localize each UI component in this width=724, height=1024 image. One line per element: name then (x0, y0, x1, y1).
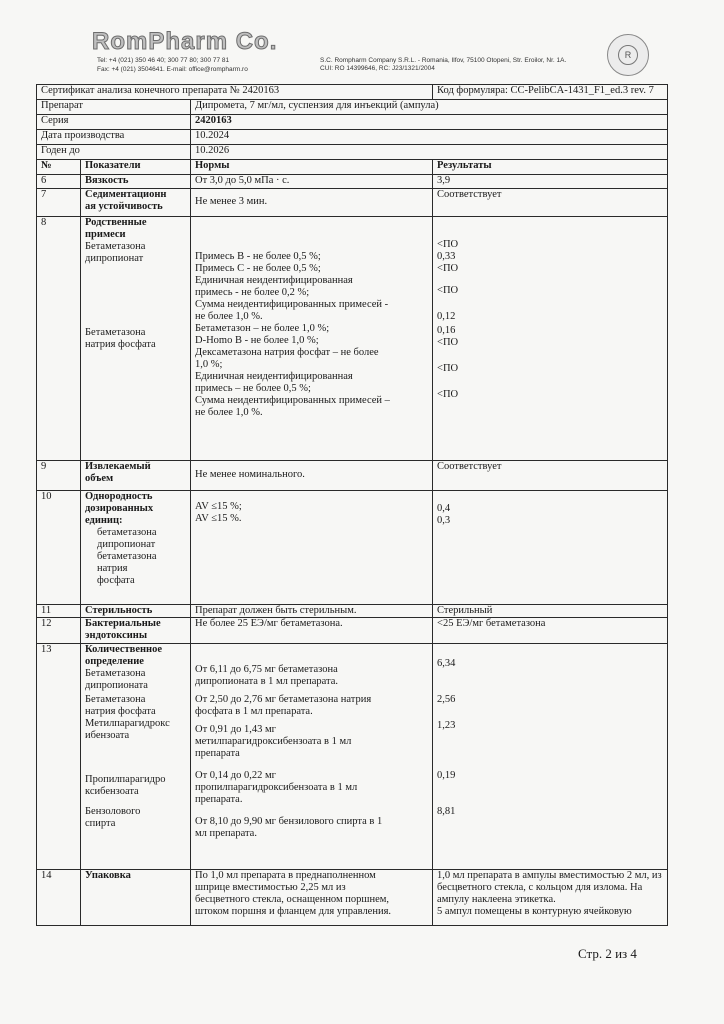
column-norms: Нормы (191, 160, 433, 175)
row-num: 12 (37, 618, 81, 644)
indicator-line: объем (85, 473, 114, 484)
substance-line: фосфата (97, 575, 135, 586)
substance-line: Метилпарагидрокс (85, 718, 170, 729)
substance-line: Бетаметазона (85, 694, 146, 705)
substance-line: дипропионат (85, 253, 144, 264)
row-result: Соответствует (433, 461, 668, 491)
certificate-title: Сертификат анализа конечного препарата № 2420163 (37, 85, 433, 100)
substance-line: дипропионат (97, 539, 156, 550)
table-row (37, 491, 668, 605)
result-line: 0,12 (437, 311, 456, 322)
production-date-row (37, 130, 668, 145)
row-result (433, 870, 668, 926)
table-row (37, 175, 668, 189)
substance-line: Бетаметазона (85, 327, 146, 338)
norm-line: Сумма неидентифицированных примесей - (195, 299, 389, 310)
substance-line: ибензоата (85, 730, 130, 741)
norm-list (195, 251, 428, 419)
norm-line: не более 1,0 %. (195, 311, 263, 322)
norm-line: дипропионата в 1 мл препарата. (195, 676, 338, 687)
result-line: 0,19 (437, 770, 456, 781)
row-num: 7 (37, 189, 81, 217)
indicator-line: Бактериальные (85, 618, 161, 629)
row-result: 3,9 (433, 175, 668, 189)
certificate-table (36, 84, 668, 926)
contact-fax-email: Fax: +4 (021) 3504641. E-mail: office@rompharm.ro (97, 66, 248, 73)
norm-line: От 2,50 до 2,76 мг бетаметазона натрия (195, 694, 372, 705)
result-line: 1,23 (437, 720, 456, 731)
norm-line: AV ≤15 %; (195, 501, 242, 512)
substance-line: Бетаметазона (85, 668, 146, 679)
substance-line: ксибензоата (85, 786, 139, 797)
substance-line: бетаметазона (97, 551, 157, 562)
norm-line: От 6,11 до 6,75 мг бетаметазона (195, 664, 338, 675)
table-row (37, 618, 668, 644)
result-line: <ПО (437, 239, 459, 250)
row-indicator (81, 461, 191, 491)
production-date-label: Дата производства (37, 130, 191, 145)
substance-line: натрия (97, 563, 128, 574)
norm-line: От 8,10 до 9,90 мг бензилового спирта в 1 (195, 816, 383, 827)
row-indicator (81, 217, 191, 461)
norm-line: метилпарагидроксибензоата в 1 мл (195, 736, 352, 747)
row-result (433, 644, 668, 870)
expiry-row (37, 145, 668, 160)
result-line: 5 ампул помещены в контурную ячейковую (437, 906, 632, 917)
result-line: 0,16 (437, 325, 456, 336)
indicator-line: определение (85, 656, 144, 667)
table-row (37, 461, 668, 491)
result-line: ампулу наклеена этикетка. (437, 894, 556, 905)
row-norm (191, 491, 433, 605)
substance-line: бетаметазона (97, 527, 157, 538)
row-indicator: Стерильность (81, 605, 191, 618)
norm-line: бесцветного стекла, оснащенном поршнем, (195, 894, 390, 905)
product-value: Дипромета, 7 мг/мл, суспензия для инъекций (ампула) (191, 100, 668, 115)
norm-line: Примесь В - не более 0,5 %; (195, 251, 321, 262)
row-indicator (81, 618, 191, 644)
row-num: 10 (37, 491, 81, 605)
row-result: <25 ЕЭ/мг бетаметазона (433, 618, 668, 644)
row-norm (191, 189, 433, 217)
substance-line: натрия фосфата (85, 339, 156, 350)
norm-line: 1,0 %; (195, 359, 223, 370)
product-row (37, 100, 668, 115)
norm-line: По 1,0 мл препарата в преднаполненном (195, 870, 376, 881)
row-num: 6 (37, 175, 81, 189)
expiry-label: Годен до (37, 145, 191, 160)
row-result (433, 217, 668, 461)
norm-line: Дексаметазона натрия фосфат – не более (195, 347, 379, 358)
norm-line: примесь - не более 0,2 %; (195, 287, 310, 298)
row-norm (191, 870, 433, 926)
indicator-line: эндотоксины (85, 630, 148, 641)
result-line: <ПО (437, 285, 459, 296)
column-results: Результаты (433, 160, 668, 175)
expiry-value: 10.2026 (191, 145, 668, 160)
result-line: 1,0 мл препарата в ампулы вместимостью 2 мл, из (437, 870, 662, 881)
result-line: 0,3 (437, 515, 451, 526)
result-line: 6,34 (437, 658, 456, 669)
row-norm (191, 217, 433, 461)
row-norm: От 3,0 до 5,0 мПа · с. (191, 175, 433, 189)
row-num: 13 (37, 644, 81, 870)
substance-line: Бензолового (85, 806, 141, 817)
row-indicator: Упаковка (81, 870, 191, 926)
company-seal-icon: R (607, 34, 649, 76)
norm-line: Бетаметазон – не более 1,0 %; (195, 323, 330, 334)
result-line: <ПО (437, 263, 459, 274)
indicator-line: дозированных (85, 503, 154, 514)
norm-line: штоком поршня и фланцем для управления. (195, 906, 392, 917)
substance-line: Бетаметазона (85, 241, 146, 252)
series-row (37, 115, 668, 130)
row-indicator (81, 644, 191, 870)
norm-line: Единичная неидентифицированная (195, 275, 353, 286)
indicator-line: Седиментационн (85, 189, 167, 200)
norm-line: Сумма неидентифицированных примесей – (195, 395, 390, 406)
company-info (320, 57, 566, 73)
row-norm: Не более 25 ЕЭ/мг бетаметазона. (191, 618, 433, 644)
indicator-line: единиц: (85, 515, 123, 526)
title-row (37, 85, 668, 100)
substance-line: дипропионата (85, 680, 148, 691)
result-line: бесцветного стекла, с кольцом для излома. На (437, 882, 643, 893)
row-indicator: Вязкость (81, 175, 191, 189)
row-num: 8 (37, 217, 81, 461)
row-norm (191, 461, 433, 491)
norm-line: препарата (195, 748, 240, 759)
norm-line: примесь – не более 0,5 %; (195, 383, 311, 394)
series-value: 2420163 (191, 115, 668, 130)
contact-phone: Tel: +4 (021) 350 46 40; 300 77 80; 300 77 81 (97, 57, 230, 64)
result-line: 2,56 (437, 694, 456, 705)
row-norm (191, 644, 433, 870)
norm-line: мл препарата. (195, 828, 257, 839)
row-num: 11 (37, 605, 81, 618)
company-registration: CUI: RO 14399646, RC: J23/1321/2004 (320, 65, 435, 72)
production-date-value: 10.2024 (191, 130, 668, 145)
norm-line: Единичная неидентифицированная (195, 371, 353, 382)
table-row (37, 217, 668, 461)
row-num: 9 (37, 461, 81, 491)
company-logo: RomPharm Co. (92, 28, 278, 55)
result-line: 0,4 (437, 503, 451, 514)
norm-line: Примесь С - не более 0,5 %; (195, 263, 321, 274)
substance-line: спирта (85, 818, 116, 829)
norm-line: От 0,14 до 0,22 мг (195, 770, 276, 781)
norm-text: Не менее 3 мин. (195, 196, 268, 207)
column-num: № (37, 160, 81, 175)
indicator-line: Однородность (85, 491, 153, 502)
contact-info (97, 56, 248, 74)
norm-line: не более 1,0 %. (195, 407, 263, 418)
norm-text: Не менее номинального. (195, 469, 305, 480)
row-indicator (81, 491, 191, 605)
norm-line: D-Homo В - не более 1,0 %; (195, 335, 319, 346)
result-line: <ПО (437, 389, 459, 400)
row-norm: Препарат должен быть стерильным. (191, 605, 433, 618)
norm-line: От 0,91 до 1,43 мг (195, 724, 276, 735)
row-result: Стерильный (433, 605, 668, 618)
form-code: Код формуляра: CC-PelibCA-1431_F1_ed.3 rev. 7 (433, 85, 668, 100)
norm-line: пропилпарагидроксибензоата в 1 мл (195, 782, 358, 793)
row-indicator (81, 189, 191, 217)
norm-line: AV ≤15 %. (195, 513, 242, 524)
indicator-line: Извлекаемый (85, 461, 151, 472)
norm-line: препарата. (195, 794, 243, 805)
result-line: <ПО (437, 363, 459, 374)
indicator-line: примеси (85, 229, 126, 240)
column-indicators: Показатели (81, 160, 191, 175)
result-line: <ПО (437, 337, 459, 348)
table-row (37, 605, 668, 618)
row-num: 14 (37, 870, 81, 926)
indicator-line: Количественное (85, 644, 163, 655)
indicator-line: ая устойчивость (85, 201, 163, 212)
row-result (433, 491, 668, 605)
indicator-line: Родственные (85, 217, 147, 228)
product-label: Препарат (37, 100, 191, 115)
company-address: S.C. Rompharm Company S.R.L. - Romania, Ilfov, 75100 Otopeni, Str. Eroilor, Nr. 1A. (320, 57, 567, 64)
substance-line: натрия фосфата (85, 706, 156, 717)
series-label: Серия (37, 115, 191, 130)
table-row (37, 189, 668, 217)
page-number: Стр. 2 из 4 (578, 946, 637, 961)
table-row (37, 870, 668, 926)
column-header-row (37, 160, 668, 175)
result-line: 0,33 (437, 251, 456, 262)
substance-line: Пропилпарагидро (85, 774, 166, 785)
norm-line: шприце вместимостью 2,25 мл из (195, 882, 346, 893)
table-row (37, 644, 668, 870)
result-line: 8,81 (437, 806, 456, 817)
norm-line: фосфата в 1 мл препарата. (195, 706, 313, 717)
row-result: Соответствует (433, 189, 668, 217)
